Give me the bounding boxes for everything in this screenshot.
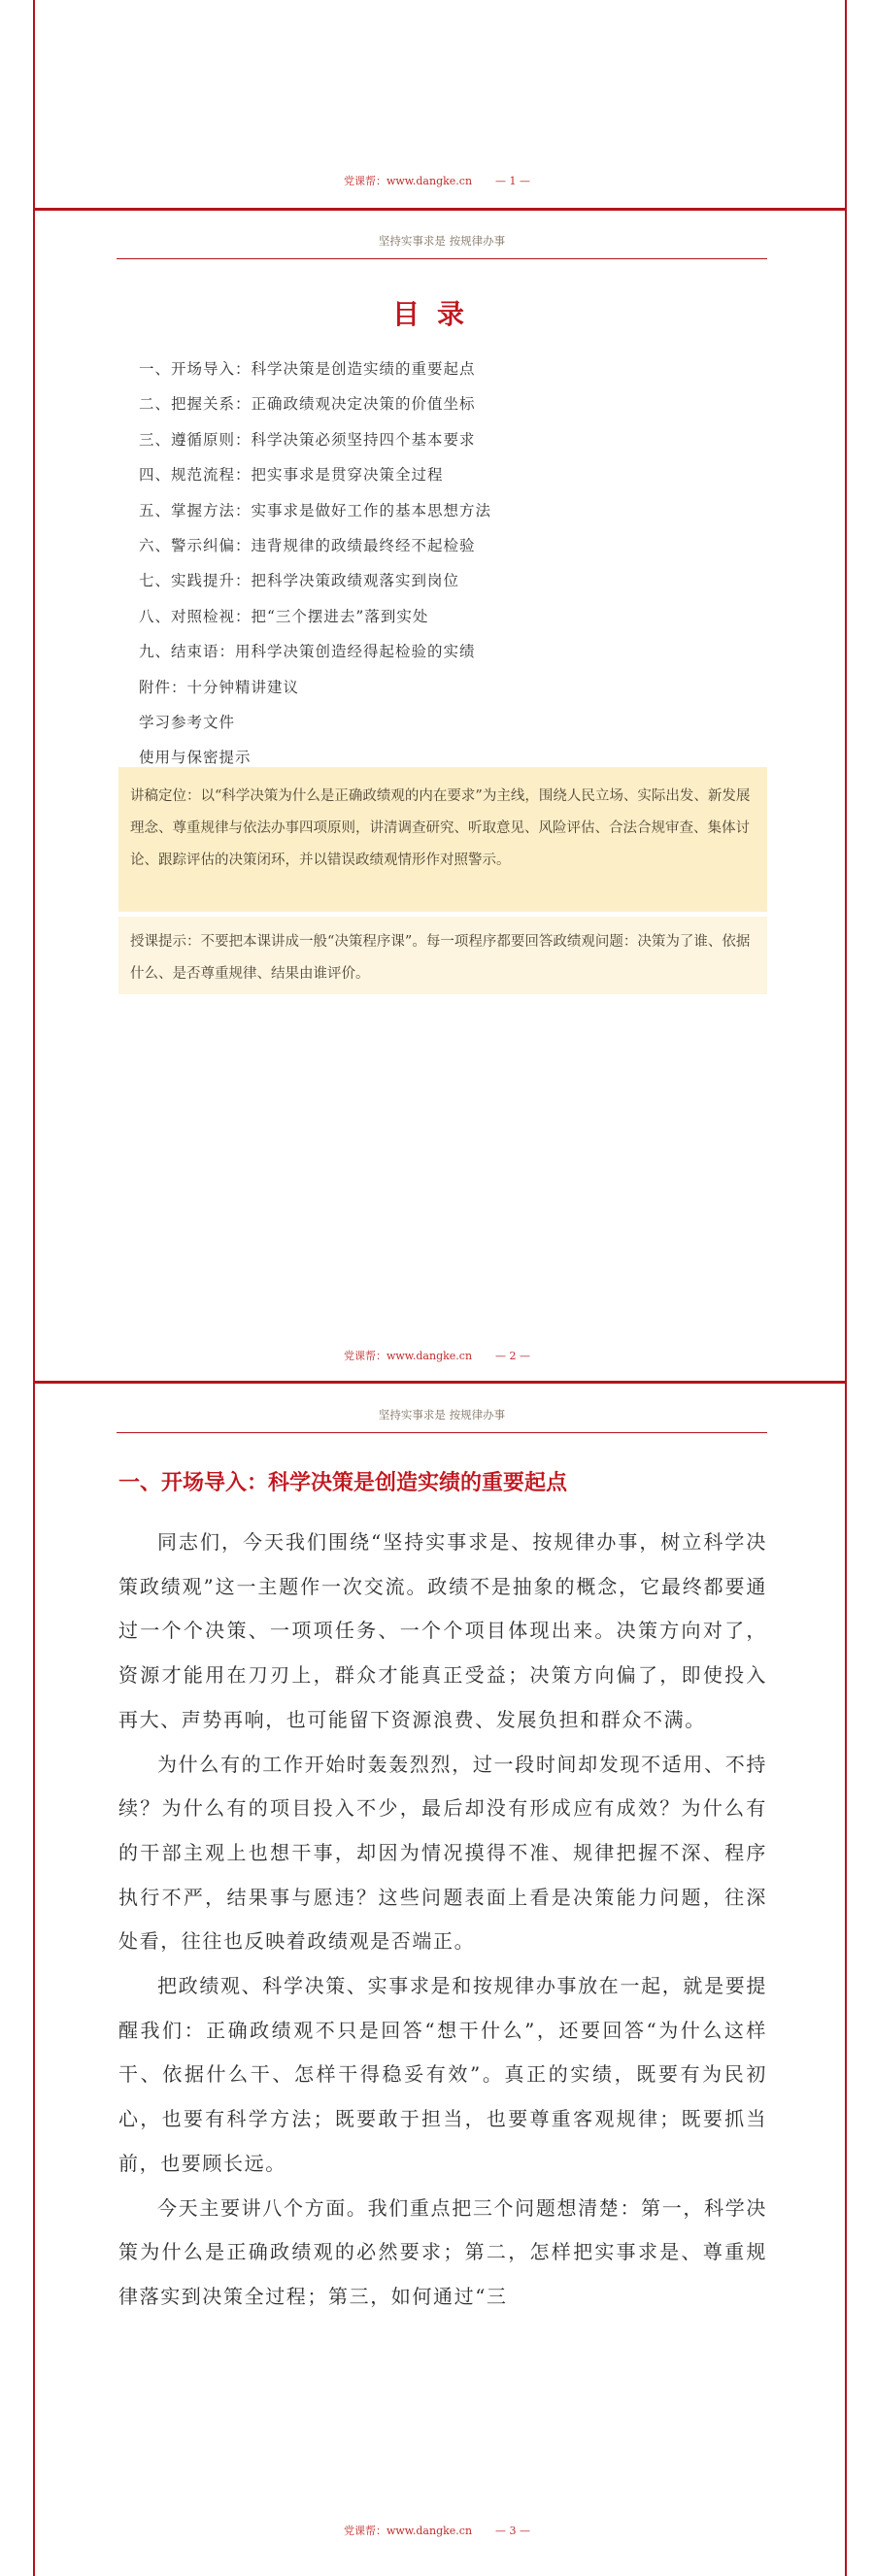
toc-title: 目录: [391, 298, 482, 330]
toc-list: [139, 351, 491, 776]
positioning-note: 讲稿定位：以“科学决策为什么是正确政绩观的内在要求”为主线，围绕人民立场、实际出发、新发展理念、尊重规律与依法办事四项原则，讲清调查研究、听取意见、风险评估、合法合规审查、集体讨论、跟踪评估的决策闭环，并以错误政绩观情形作对照警示。: [118, 767, 767, 912]
footer-site: 党课帮：www.dangke.cn: [343, 1350, 473, 1362]
page-3-footer: [0, 2523, 874, 2538]
header-rule: [117, 258, 767, 259]
toc-item[interactable]: 三、遵循原则：科学决策必须坚持四个基本要求: [139, 430, 476, 449]
section-title: 一、开场导入：科学决策是创造实绩的重要起点: [118, 1471, 568, 1495]
footer-site: 党课帮：www.dangke.cn: [343, 2525, 473, 2537]
toc-item[interactable]: 附件：十分钟精讲建议: [139, 678, 300, 696]
header-rule: [117, 1432, 767, 1433]
body-paragraph: 同志们，今天我们围绕“坚持实事求是、按规律办事，树立科学决策政绩观”这一主题作一次交流。政绩不是抽象的概念，它最终都要通过一个个决策、一项项任务、一个个项目体现出来。决策方向对了，资源才能用在刀刃上，群众才能真正受益；决策方向偏了，即使投入再大、声势再响，也可能留下资源浪费、发展负担和群众不满。: [118, 1530, 767, 1731]
footer-page-number: — 3 —: [495, 2525, 531, 2537]
page-3-header: 坚持实事求是 按规律办事: [378, 1408, 506, 1422]
body-paragraph: 今天主要讲八个方面。我们重点把三个问题想清楚：第一，科学决策为什么是正确政绩观的必然要求；第二，怎样把实事求是、尊重规律落实到决策全过程；第三，如何通过“三: [118, 2195, 767, 2308]
footer-page-number: — 2 —: [495, 1350, 531, 1362]
toc-item[interactable]: 学习参考文件: [139, 713, 236, 731]
footer-page-number: — 1 —: [495, 175, 531, 187]
toc-item[interactable]: 八、对照检视：把“三个摆进去”落到实处: [139, 607, 429, 625]
teaching-tip: 授课提示：不要把本课讲成一般“决策程序课”。每一项程序都要回答政绩观问题：决策为了谁、依据什么、是否尊重规律、结果由谁评价。: [118, 917, 767, 994]
toc-item[interactable]: 七、实践提升：把科学决策政绩观落实到岗位: [139, 572, 460, 590]
toc-item[interactable]: 五、掌握方法：实事求是做好工作的基本思想方法: [139, 501, 492, 519]
page-2-header: 坚持实事求是 按规律办事: [378, 234, 506, 248]
toc-item[interactable]: 一、开场导入：科学决策是创造实绩的重要起点: [139, 360, 476, 378]
toc-item[interactable]: 六、警示纠偏：违背规律的政绩最终经不起检验: [139, 536, 476, 554]
section-body: [118, 1521, 767, 2320]
footer-site: 党课帮：www.dangke.cn: [343, 175, 473, 187]
body-paragraph: 把政绩观、科学决策、实事求是和按规律办事放在一起，就是要提醒我们：正确政绩观不只是回答“想干什么”，还要回答“为什么这样干、依据什么干、怎样干得稳妥有效”。真正的实绩，既要有为民初心，也要有科学方法；既要敢于担当，也要尊重客观规律；既要抓当前，也要顾长远。: [118, 1974, 767, 2175]
body-paragraph: 为什么有的工作开始时轰轰烈烈，过一段时间却发现不适用、不持续？为什么有的项目投入不少，最后却没有形成应有成效？为什么有的干部主观上也想干事，却因为情况摸得不准、规律把握不深、程序执行不严，结果事与愿违？这些问题表面上看是决策能力问题，往深处看，往往也反映着政绩观是否端正。: [118, 1752, 767, 1954]
page-1-footer: [0, 173, 874, 188]
page-2-footer: [0, 1348, 874, 1363]
toc-item[interactable]: 使用与保密提示: [139, 749, 252, 767]
toc-item[interactable]: 九、结束语：用科学决策创造经得起检验的实绩: [139, 643, 476, 661]
toc-item[interactable]: 四、规范流程：把实事求是贯穿决策全过程: [139, 466, 444, 485]
toc-item[interactable]: 二、把握关系：正确政绩观决定决策的价值坐标: [139, 395, 476, 414]
